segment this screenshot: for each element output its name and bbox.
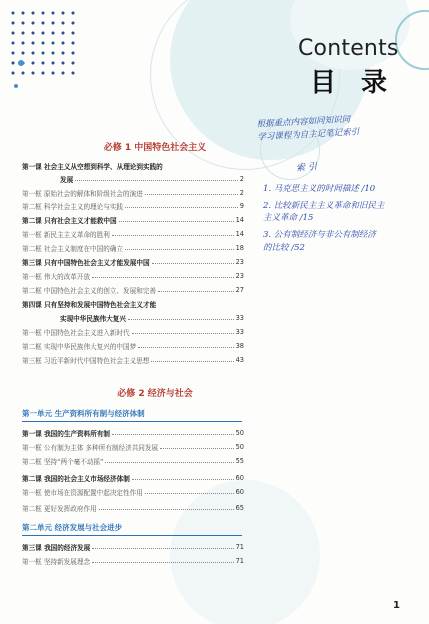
toc-page: 71 [235,557,244,565]
toc-frame[interactable] [22,326,244,338]
toc-label: 第二框 中国特色社会主义的创立、发展和完善 [22,287,156,295]
toc-label: 第一课 社会主义从空想到科学、从理论到实践的 [22,163,163,171]
dot-leader [160,448,234,449]
unit-title: 第一单元 生产资料所有制与经济体制 [22,409,145,418]
handwritten-index-item: 2. 比较新民主主义革命和旧民主 [263,201,385,211]
dot-leader [92,277,234,278]
dot-leader [158,291,234,292]
dot-leader [125,249,234,250]
decor-blue-dot [14,84,18,88]
page-title: 目 录 [310,68,396,98]
handwritten-note-line: 根据重点内容如同知识同 [256,114,351,130]
toc-label: 第一框 原始社会的解体和阶级社会的演进 [22,190,143,198]
unit-divider [22,535,242,536]
toc-label: 第一框 新民主主义革命的胜利 [22,231,110,239]
dot-leader [138,347,233,348]
toc-frame[interactable] [22,340,244,352]
toc-label: 第二框 社会主义制度在中国的确立 [22,245,124,253]
toc-label: 第一框 坚持新发展理念 [22,558,91,566]
toc-page: 43 [235,356,244,364]
dot-leader [145,194,238,195]
toc-label: 第一框 公有制为主体 多种所有制经济共同发展 [22,444,159,452]
toc-label: 第二框 实现中华民族伟大复兴的中国梦 [22,343,137,351]
toc-label: 第二课 只有社会主义才能救中国 [22,217,117,225]
toc-frame[interactable] [22,187,244,199]
toc-page: 27 [235,286,244,294]
toc-frame[interactable] [22,486,244,498]
toc-page: 23 [235,272,244,280]
toc-label: 实现中华民族伟大复兴 [60,315,126,323]
dot-leader [99,509,234,510]
book-title: 必修 2 经济与社会 [117,389,193,399]
toc-lesson[interactable] [22,427,244,439]
toc-label: 第二课 我国的社会主义市场经济体制 [22,475,130,483]
toc-label: 第三课 只有中国特色社会主义才能发展中国 [22,259,150,267]
dot-leader [145,493,234,494]
page-number: 1 [393,600,400,611]
toc-frame[interactable] [22,242,244,254]
dot-leader [75,180,238,181]
toc-page: 14 [235,216,244,224]
toc-frame[interactable] [22,354,244,366]
toc-page: 60 [235,488,244,496]
toc-lesson[interactable] [22,541,244,553]
toc-page: 60 [235,474,244,482]
toc-label: 第一框 伟大的改革开放 [22,273,91,281]
toc-page: 71 [235,543,244,551]
dot-leader [92,562,234,563]
dot-leader [152,263,234,264]
dot-leader [112,235,234,236]
toc-lesson-continued[interactable] [22,173,244,185]
toc-page: 18 [235,244,244,252]
handwritten-note-line: 学习课程为自主记笔记索引 [257,127,360,143]
toc-page: 23 [235,258,244,266]
handwritten-index-item: 1. 马克思主义的时间描述 /10 [263,184,376,194]
toc-label: 第一课 我国的生产资料所有制 [22,430,111,438]
dot-leader [151,361,233,362]
dot-leader [125,207,238,208]
decor-dot-grid [8,8,78,78]
toc-lesson[interactable] [22,298,244,310]
toc-frame[interactable] [22,502,244,514]
toc-page: 38 [235,342,244,350]
toc-page: 2 [239,175,244,183]
dot-leader [132,479,234,480]
toc-frame[interactable] [22,284,244,296]
dot-leader [105,462,233,463]
dot-leader [132,333,234,334]
handwritten-index-item: 主义革命 /15 [263,213,314,223]
toc-lesson[interactable] [22,256,244,268]
toc-page: 33 [235,314,244,322]
toc-label: 第三框 习近平新时代中国特色社会主义思想 [22,357,150,365]
toc-page: 2 [239,189,244,197]
contents-title: Contents [298,36,399,61]
toc-frame[interactable] [22,200,244,212]
unit-title: 第二单元 经济发展与社会进步 [22,523,123,532]
decor-blue-dot [18,60,24,66]
handwritten-index-item: 的比较 /52 [263,243,305,253]
toc-label: 第四课 只有坚持和发展中国特色社会主义才能 [22,301,157,309]
dot-leader [112,434,234,435]
toc-label: 第一框 中国特色社会主义进入新时代 [22,329,130,337]
toc-label: 发展 [60,176,74,184]
toc-label: 第二框 更好发挥政府作用 [22,505,97,513]
toc-label: 第三课 我国的经济发展 [22,544,91,552]
toc-frame[interactable] [22,455,244,467]
toc-lesson[interactable] [22,214,244,226]
toc-page: 65 [235,504,244,512]
toc-lesson[interactable] [22,472,244,484]
toc-frame[interactable] [22,228,244,240]
toc-page: 33 [235,328,244,336]
toc-page: 50 [235,429,244,437]
book-title: 必修 1 中国特色社会主义 [103,143,207,153]
toc-frame[interactable] [22,270,244,282]
handwritten-index-item: 3. 公有制经济与非公有制经济 [263,230,376,240]
dot-leader [92,548,233,549]
toc-page: 50 [235,443,244,451]
toc-label: 第二框 科学社会主义的理论与实践 [22,203,124,211]
toc-page: 9 [239,202,244,210]
toc-frame[interactable] [22,441,244,453]
toc-label: 第二框 坚持“两个毫不动摇” [22,458,104,466]
toc-page: 14 [235,230,244,238]
toc-lesson-continued[interactable] [22,312,244,324]
toc-frame[interactable] [22,555,244,567]
toc-page: 55 [235,457,244,465]
handwritten-index-heading: 索 引 [295,162,318,174]
dot-leader [119,221,234,222]
toc-label: 第一框 使市场在资源配置中起决定性作用 [22,489,143,497]
unit-divider [22,421,242,422]
dot-leader [128,319,234,320]
toc-lesson[interactable] [22,160,244,172]
